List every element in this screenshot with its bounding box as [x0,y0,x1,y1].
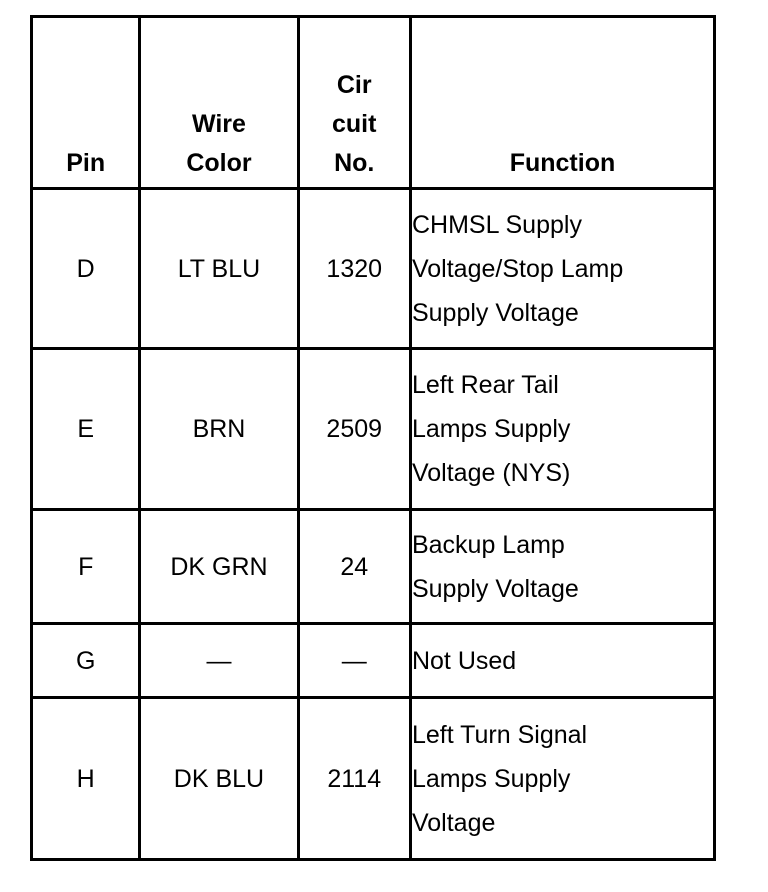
cell-function [410,510,714,624]
header-circuit-no-line-2: cuit [332,110,377,138]
header-function [410,17,714,189]
cell-function-line: Voltage [411,808,496,837]
cell-function-line: Lamps Supply [411,415,571,443]
header-circuit-no-line-3: No. [334,149,375,177]
cell-function-line: Backup Lamp [411,530,565,559]
cell-function-line: Voltage (NYS) [411,459,571,487]
table-row [32,189,715,349]
cell-wire-color: LT BLU [140,189,298,349]
cell-function-line: Lamps Supply [411,764,571,793]
cell-function-line: CHMSL Supply [411,210,582,239]
cell-function [410,349,714,510]
header-wire-color-line-2: Color [186,149,252,177]
header-pin-label: Pin [66,149,106,177]
cell-pin: E [32,349,140,510]
cell-function [410,189,714,349]
cell-circuit: — [298,624,410,698]
header-pin [32,17,140,189]
cell-function-line: Not Used [411,646,517,675]
header-wire-color-line-1: Wire [191,110,246,138]
header-circuit-no [298,17,410,189]
cell-wire-color: DK GRN [140,510,298,624]
table-row [32,698,715,860]
cell-wire-color: BRN [140,349,298,510]
table-header-row [32,17,715,189]
cell-function [410,698,714,860]
cell-function-line: Supply Voltage [411,574,579,603]
table-row [32,624,715,698]
cell-circuit: 2509 [298,349,410,510]
cell-function-line: Left Turn Signal [411,720,588,749]
cell-pin: H [32,698,140,860]
cell-function-line: Voltage/Stop Lamp [411,254,624,283]
header-function-label: Function [509,149,616,177]
table-row [32,349,715,510]
cell-function-line: Left Rear Tail [411,371,559,399]
table-row [32,510,715,624]
cell-pin: D [32,189,140,349]
cell-circuit: 2114 [298,698,410,860]
connector-pinout-table [30,15,716,861]
cell-function-line: Supply Voltage [411,298,579,327]
cell-function [410,624,714,698]
cell-circuit: 1320 [298,189,410,349]
cell-wire-color: — [140,624,298,698]
cell-wire-color: DK BLU [140,698,298,860]
cell-pin: F [32,510,140,624]
header-wire-color [140,17,298,189]
cell-pin: G [32,624,140,698]
header-circuit-no-line-1: Cir [336,71,372,99]
cell-circuit: 24 [298,510,410,624]
